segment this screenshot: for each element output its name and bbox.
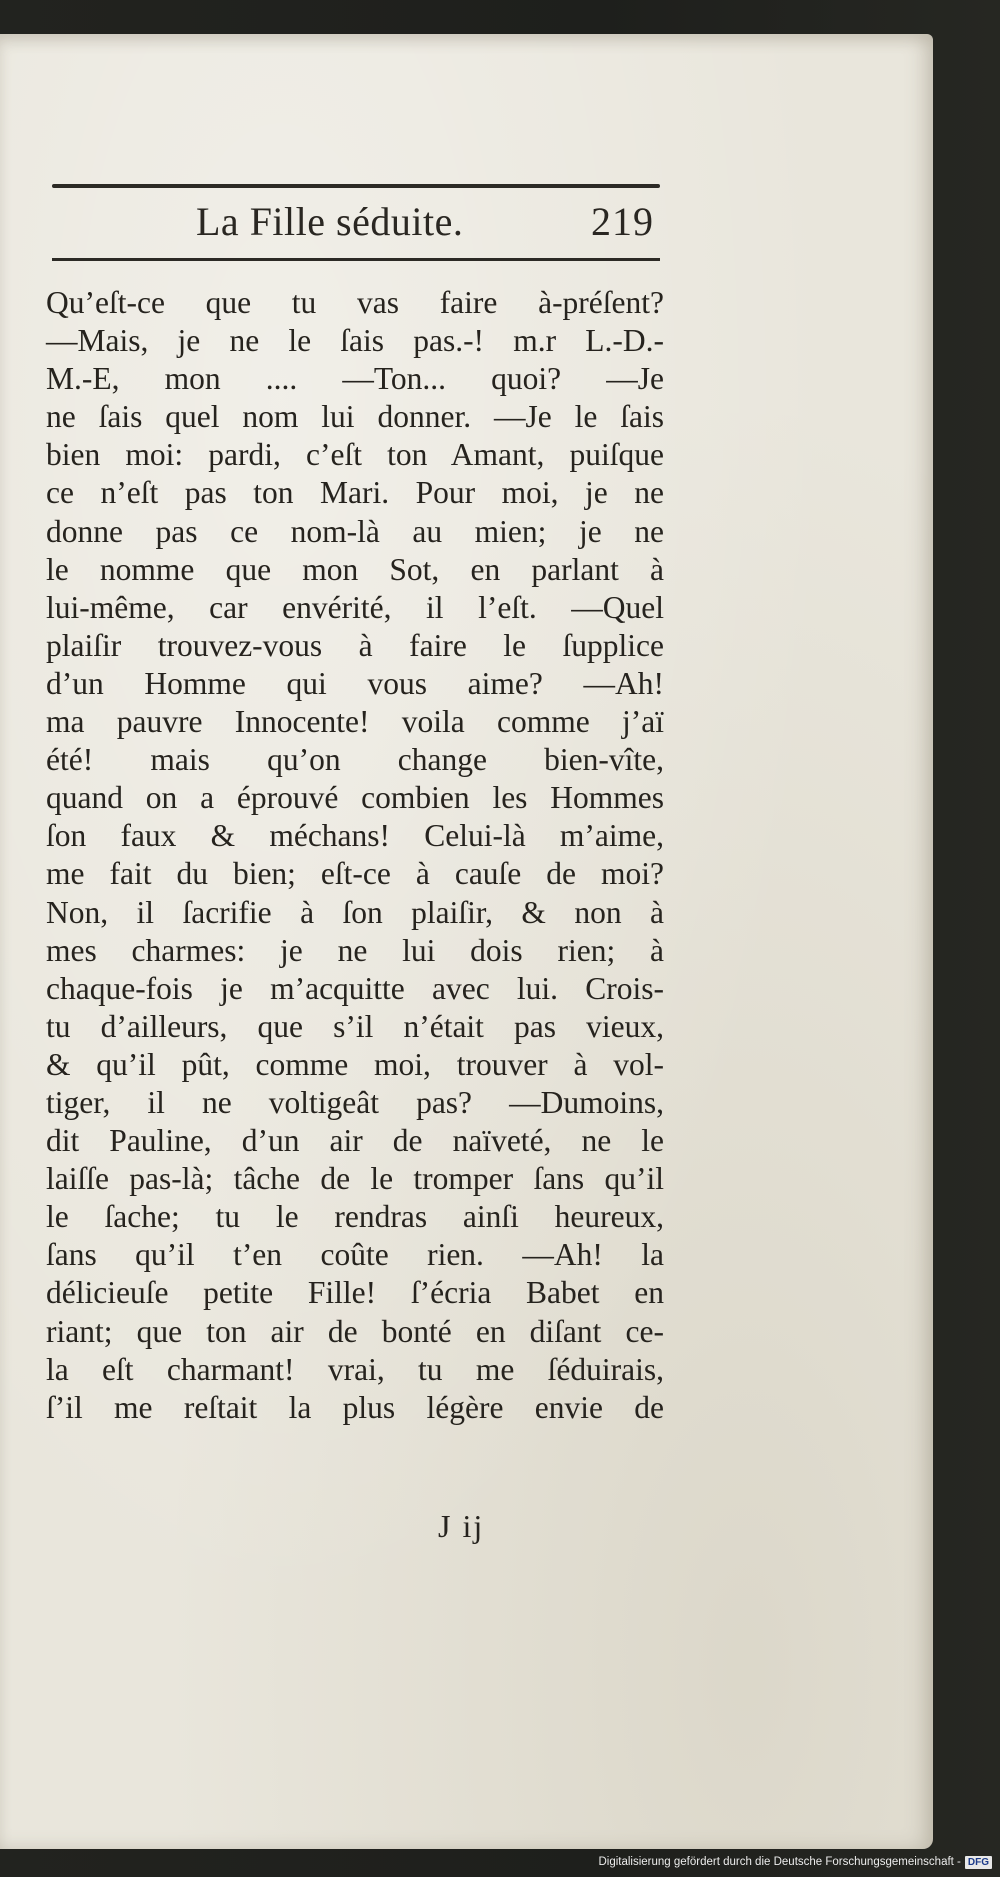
digitization-footer (598, 1853, 992, 1871)
running-title: La Fille séduite. (196, 199, 464, 244)
text-line: Qu’eſt-ce que tu vas faire à-préſent? (46, 285, 664, 320)
footer-credit: Digitalisierung gefördert durch die Deutsche Forschungsgemeinschaft - (598, 1856, 961, 1868)
dfg-logo: DFG (965, 1856, 992, 1869)
text-line: tu d’ailleurs, que s’il n’était pas vieux, (46, 1008, 664, 1044)
text-line: mes charmes: je ne lui dois rien; à (46, 932, 664, 968)
signature-mark: J ij (438, 1508, 485, 1544)
text-line: le ſache; tu le rendras ainſi heureux, (46, 1199, 664, 1235)
header-rule-top (52, 184, 660, 188)
text-line: le nomme que mon Sot, en parlant à (46, 551, 664, 587)
text-line: me fait du bien; eſt-ce à cauſe de moi? (46, 856, 664, 892)
header-rule-bottom (52, 258, 660, 261)
text-line: été! mais qu’on change bien-vîte, (46, 742, 664, 778)
text-line: d’un Homme qui vous aime? —Ah! (46, 665, 664, 701)
text-line: plaiſir trouvez-vous à faire le ſupplice (46, 627, 664, 663)
text-line: dit Pauline, d’un air de naïveté, ne le (46, 1123, 664, 1159)
text-line: quand on a éprouvé combien les Hommes (46, 780, 664, 816)
text-line: & qu’il pût, comme moi, trouver à vol- (46, 1046, 664, 1082)
text-line: lui-même, car envérité, il l’eſt. —Quel (46, 589, 664, 625)
text-line: laiſſe pas-là; tâche de le tromper ſans qu’il (46, 1161, 664, 1197)
text-line: M.-E, mon .... —Ton... quoi? —Je (46, 361, 664, 397)
text-line: —Mais, je ne le ſais pas.-! m.r L.-D.- (46, 323, 664, 359)
text-line: riant; que ton air de bonté en diſant ce- (46, 1313, 664, 1349)
text-line: ſ’il me reſtait la plus légère envie de (46, 1389, 664, 1425)
body-text (46, 284, 664, 1427)
text-line: ce n’eſt pas ton Mari. Pour moi, je ne (46, 475, 664, 511)
text-line: donne pas ce nom-là au mien; je ne (46, 513, 664, 549)
text-line: Non, il ſacrifie à ſon plaiſir, & non à (46, 894, 664, 930)
text-line: bien moi: pardi, c’eſt ton Amant, puiſque (46, 437, 664, 473)
text-line: tiger, il ne voltigeât pas? —Dumoins, (46, 1084, 664, 1120)
text-line: ſon faux & méchans! Celui-là m’aime, (46, 818, 664, 854)
text-line: délicieuſe petite Fille! ſ’écria Babet en (46, 1275, 664, 1311)
text-line: ſans qu’il t’en coûte rien. —Ah! la (46, 1237, 664, 1273)
text-line: ma pauvre Innocente! voila comme j’aï (46, 704, 664, 740)
page-number: 219 (591, 199, 654, 244)
text-line: ne ſais quel nom lui donner. —Je le ſais (46, 399, 664, 435)
text-line: la eſt charmant! vrai, tu me ſéduirais, (46, 1351, 664, 1387)
running-header (52, 196, 660, 256)
text-line: chaque-fois je m’acquitte avec lui. Crois- (46, 970, 664, 1006)
